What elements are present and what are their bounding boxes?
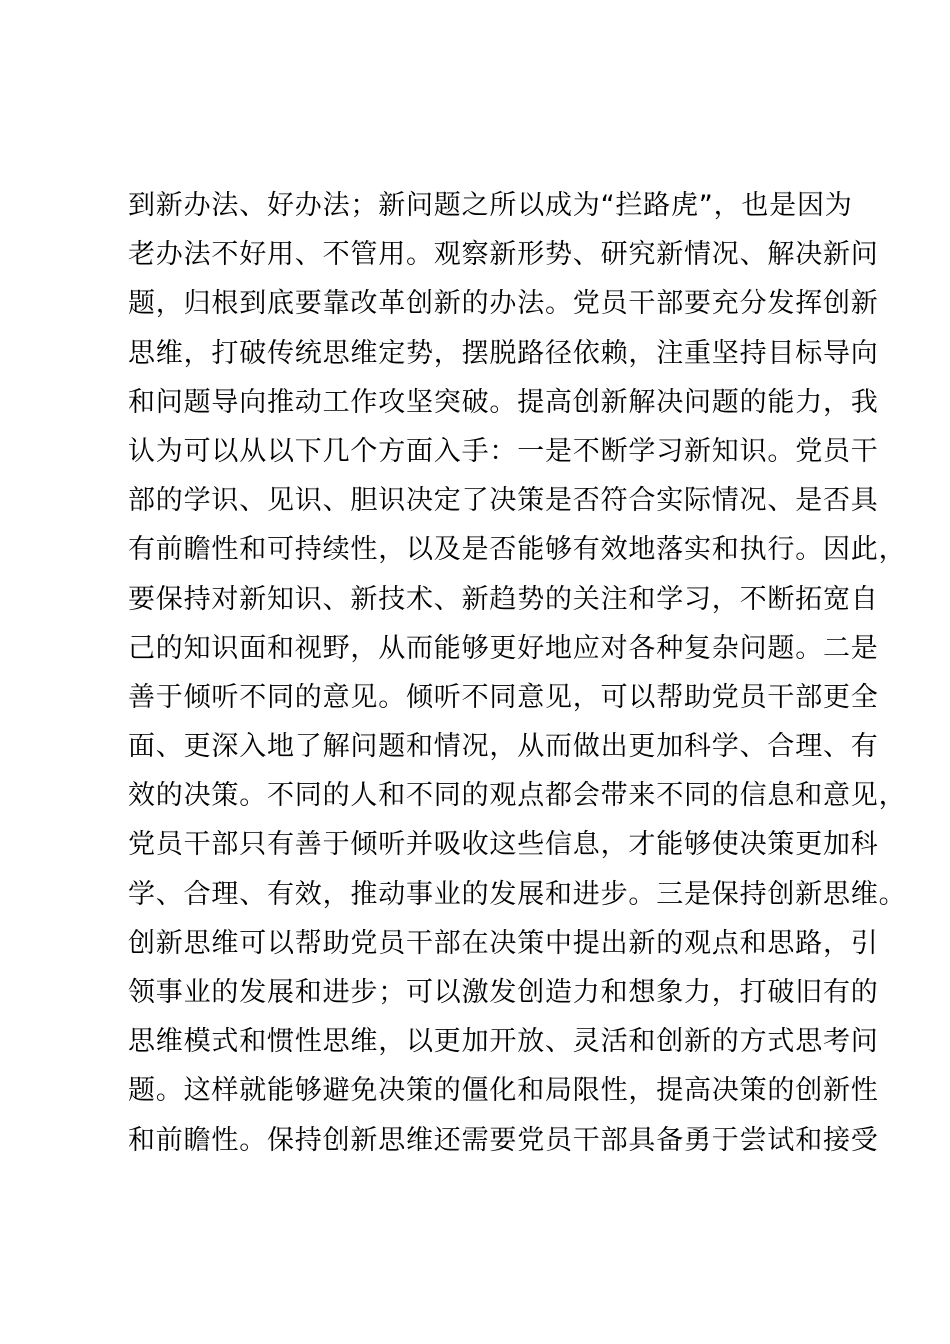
text-line: 思维，打破传统思维定势，摆脱路径依赖，注重坚持目标导向 [128,337,879,369]
text-line: 题，归根到底要靠改革创新的办法。党员干部要充分发挥创新 [128,288,879,320]
text-line: 和前瞻性。保持创新思维还需要党员干部具备勇于尝试和接受 [128,1124,879,1156]
text-line: 领事业的发展和进步；可以激发创造力和想象力，打破旧有的 [128,977,879,1008]
text-line: 善于倾听不同的意见。倾听不同意见，可以帮助党员干部更全 [128,681,879,713]
text-line: 和问题导向推动工作攻坚突破。提高创新解决问题的能力，我 [128,386,879,418]
text-line: 创新思维可以帮助党员干部在决策中提出新的观点和思路，引 [128,927,879,959]
text-line: 到新办法、好办法；新问题之所以成为“拦路虎”，也是因为 [128,190,853,221]
text-line: 题。这样就能够避免决策的僵化和局限性，提高决策的创新性 [128,1075,879,1107]
text-line: 学、合理、有效，推动事业的发展和进步。三是保持创新思维。 [128,878,907,910]
text-line: 有前瞻性和可持续性，以及是否能够有效地落实和执行。因此， [128,534,907,566]
text-line: 认为可以从以下几个方面入手：一是不断学习新知识。党员干 [128,435,879,467]
text-line: 己的知识面和视野，从而能够更好地应对各种复杂问题。二是 [128,632,879,664]
text-line: 老办法不好用、不管用。观察新形势、研究新情况、解决新问 [128,239,879,271]
text-line: 效的决策。不同的人和不同的观点都会带来不同的信息和意见， [128,780,907,812]
text-line: 思维模式和惯性思维，以更加开放、灵活和创新的方式思考问 [128,1026,879,1058]
text-line: 党员干部只有善于倾听并吸收这些信息，才能够使决策更加科 [128,829,879,861]
text-line: 要保持对新知识、新技术、新趋势的关注和学习，不断拓宽自 [128,583,879,615]
body-text [128,181,907,1165]
text-line: 面、更深入地了解问题和情况，从而做出更加科学、合理、有 [128,731,879,763]
text-line: 部的学识、见识、胆识决定了决策是否符合实际情况、是否具 [128,485,879,517]
